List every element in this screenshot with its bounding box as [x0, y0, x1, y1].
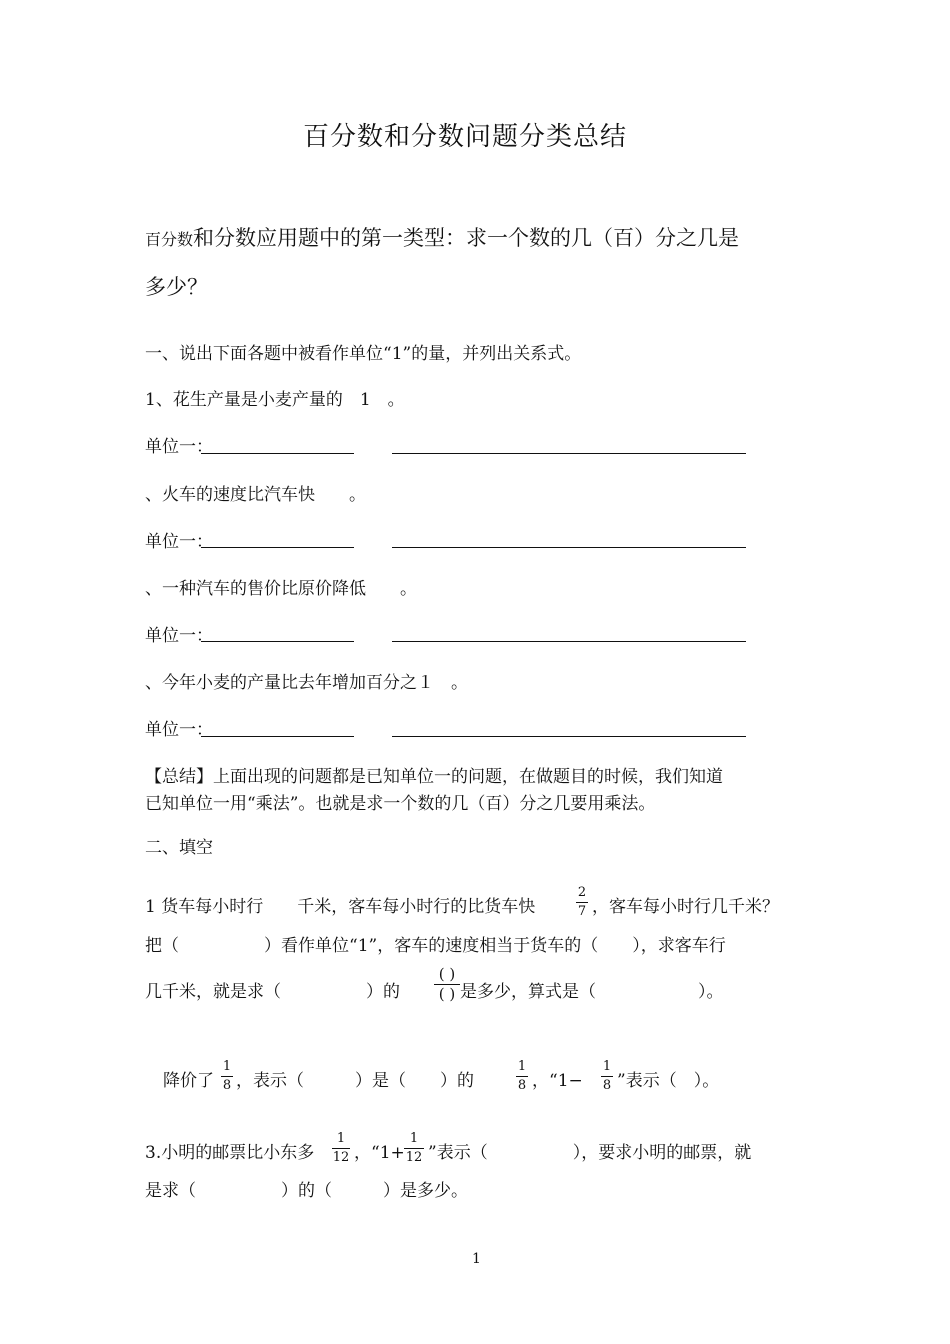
answer-blank-short-1[interactable]	[201, 453, 354, 454]
fraction-numerator: 1	[517, 1059, 527, 1074]
problem-2-text-c: ，“1−	[532, 1071, 583, 1091]
fraction-bar	[221, 1076, 233, 1077]
page-title: 百分数和分数问题分类总结	[303, 122, 628, 152]
problem-3-text-a: 3.小明的邮票比小东多	[145, 1143, 315, 1163]
fraction-1-8-c	[601, 1060, 613, 1093]
unit-label-2: 单位一：	[145, 532, 213, 552]
fraction-denominator: 8	[602, 1078, 612, 1093]
fraction-1-8-a	[221, 1060, 233, 1093]
fraction-numerator: 1	[336, 1131, 346, 1146]
fraction-numerator: 1	[602, 1059, 612, 1074]
fraction-1-12-a	[332, 1132, 350, 1165]
section-1-title: 一、说出下面各题中被看作单位“1”的量，并列出关系式。	[145, 344, 582, 364]
fraction-numerator: 2	[577, 885, 587, 900]
section-2-title: 二、填空	[145, 838, 213, 858]
answer-blank-long-1[interactable]	[392, 453, 746, 454]
fraction-denominator: 12	[405, 1150, 423, 1165]
answer-blank-long-2[interactable]	[392, 547, 746, 548]
fraction-bar	[601, 1076, 613, 1077]
fraction-numerator: 1	[409, 1131, 419, 1146]
fraction-numerator: 1	[222, 1059, 232, 1074]
problem-2-text-d: ”表示（ ）。	[617, 1071, 720, 1091]
problem-3-line-2: 是求（ ）的（ ）是多少。	[145, 1181, 468, 1201]
fraction-bar	[516, 1076, 528, 1077]
blank-numerator: ( )	[438, 965, 456, 983]
fraction-denominator: 8	[222, 1078, 232, 1093]
answer-blank-long-4[interactable]	[392, 736, 746, 737]
fraction-1-8-b	[516, 1060, 528, 1093]
problem-3-text-c: ”表示（ ），要求小明的邮票，就	[428, 1143, 752, 1163]
heading-line-1	[145, 222, 739, 252]
heading-text: 和分数应用题中的第一类型：求一个数的几（百）分之几是	[193, 226, 740, 250]
problem-1-text-b: ，客车每小时行几千米？	[592, 897, 779, 917]
page-number: 1	[472, 1251, 481, 1267]
problem-2-text-b: ，表示（ ）是（ ）的	[236, 1071, 474, 1091]
fraction-denominator: 12	[332, 1150, 350, 1165]
fraction-denominator: 7	[577, 904, 587, 919]
unit-label-4: 单位一：	[145, 720, 213, 740]
question-3: 、一种汽车的售价比原价降低 。	[145, 579, 417, 599]
answer-blank-long-3[interactable]	[392, 641, 746, 642]
question-2: 、火车的速度比汽车快 。	[145, 485, 366, 505]
problem-1-line-3b: 是多少，算式是（ ）。	[460, 982, 724, 1002]
blank-denominator: ( )	[438, 985, 456, 1003]
fraction-denominator: 8	[517, 1078, 527, 1093]
summary-line-2: 已知单位一用“乘法”。也就是求一个数的几（百）分之几要用乘法。	[145, 794, 656, 814]
answer-blank-short-3[interactable]	[201, 641, 354, 642]
summary-line-1: 【总结】上面出现的问题都是已知单位一的问题，在做题目的时候，我们知道	[145, 767, 723, 787]
answer-blank-short-4[interactable]	[201, 736, 354, 737]
problem-2-text-a: 降价了	[163, 1071, 214, 1091]
fraction-bar	[576, 902, 588, 903]
question-1: 1、花生产量是小麦产量的 1 。	[145, 390, 405, 410]
fraction-bar	[404, 1148, 424, 1149]
answer-blank-short-2[interactable]	[201, 547, 354, 548]
problem-1-line-3a: 几千米，就是求（ ）的	[145, 982, 400, 1002]
fraction-1-12-b	[404, 1132, 424, 1165]
fraction-bar	[332, 1148, 350, 1149]
question-4: 、今年小麦的产量比去年增加百分之１ 。	[145, 673, 468, 693]
fraction-2-7	[576, 886, 588, 919]
heading-small-prefix: 百分数	[145, 230, 194, 249]
problem-1-text-a: 1 货车每小时行 千米，客车每小时行的比货车快	[145, 897, 536, 917]
problem-1-line-2: 把（ ）看作单位“1”，客车的速度相当于货车的（ ），求客车行	[145, 936, 726, 956]
problem-3-text-b: ，“1+	[354, 1143, 405, 1163]
unit-label-3: 单位一：	[145, 626, 213, 646]
blank-fraction[interactable]	[434, 966, 460, 1003]
unit-label-1: 单位一：	[145, 437, 213, 457]
heading-line-2: 多少？	[145, 275, 208, 299]
